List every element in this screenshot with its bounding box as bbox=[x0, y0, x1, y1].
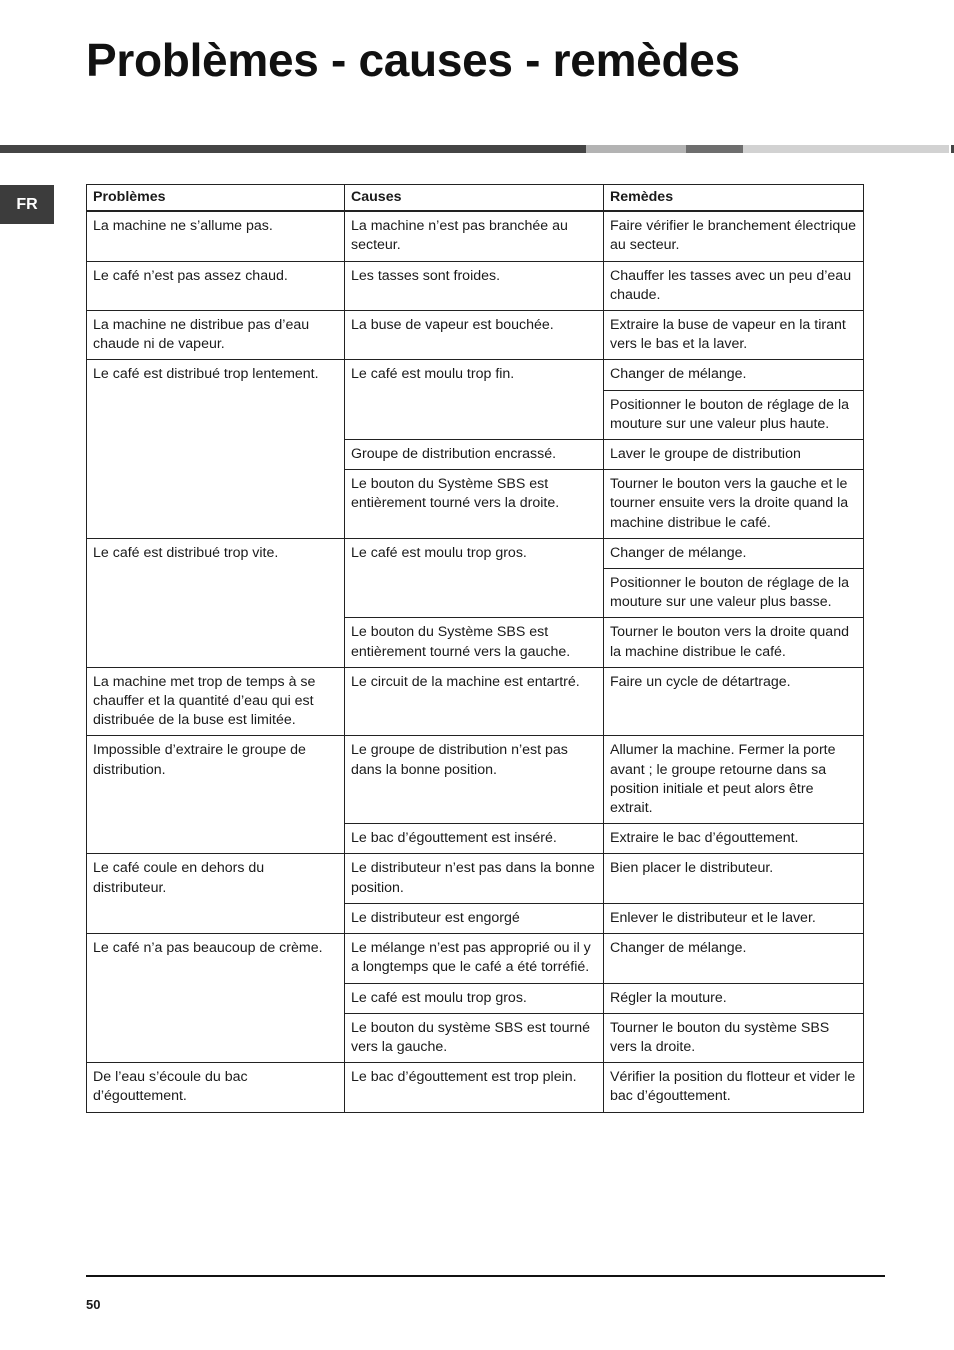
table-row bbox=[87, 311, 864, 360]
remedy-cell: Allumer la machine. Fermer la porte avant ; le groupe retourne dans sa position initiale et peut alors être extrait. bbox=[604, 736, 864, 824]
header-problems: Problèmes bbox=[87, 185, 345, 212]
cause-cell: Le bouton du Système SBS est entièrement tourné vers la gauche. bbox=[345, 618, 604, 667]
troubleshooting-table bbox=[86, 184, 864, 1113]
remedy-cell: Changer de mélange. bbox=[604, 360, 864, 390]
remedy-cell: Tourner le bouton vers la droite quand la machine distribue le café. bbox=[604, 618, 864, 667]
cause-cell: Le mélange n’est pas approprié ou il y a longtemps que le café a été torréfié. bbox=[345, 934, 604, 983]
header-remedies: Remèdes bbox=[604, 185, 864, 212]
remedy-cell: Vérifier la position du flotteur et vider le bac d’égouttement. bbox=[604, 1063, 864, 1112]
remedy-cell: Positionner le bouton de réglage de la mouture sur une valeur plus haute. bbox=[604, 390, 864, 439]
table-row bbox=[87, 667, 864, 736]
header-causes: Causes bbox=[345, 185, 604, 212]
problem-cell: De l’eau s’écoule du bac d’égouttement. bbox=[87, 1063, 345, 1112]
problem-cell: Impossible d’extraire le groupe de distribution. bbox=[87, 736, 345, 854]
cause-cell: Le distributeur est engorgé bbox=[345, 903, 604, 933]
problem-cell: La machine ne s’allume pas. bbox=[87, 211, 345, 261]
cause-cell: Les tasses sont froides. bbox=[345, 261, 604, 310]
footer-rule bbox=[86, 1275, 885, 1277]
cause-cell: Le circuit de la machine est entartré. bbox=[345, 667, 604, 736]
remedy-cell: Tourner le bouton du système SBS vers la droite. bbox=[604, 1013, 864, 1062]
remedy-cell: Faire un cycle de détartrage. bbox=[604, 667, 864, 736]
remedy-cell: Régler la mouture. bbox=[604, 983, 864, 1013]
cause-cell: Le bac d’égouttement est trop plein. bbox=[345, 1063, 604, 1112]
remedy-cell: Faire vérifier le branchement électrique au secteur. bbox=[604, 211, 864, 261]
cause-cell: La buse de vapeur est bouchée. bbox=[345, 311, 604, 360]
table-row bbox=[87, 854, 864, 903]
problem-cell: Le café est distribué trop lentement. bbox=[87, 360, 345, 538]
table-header-row bbox=[87, 185, 864, 212]
cause-cell: Le café est moulu trop gros. bbox=[345, 983, 604, 1013]
remedy-cell: Enlever le distributeur et le laver. bbox=[604, 903, 864, 933]
header-stripe-light bbox=[586, 145, 686, 153]
cause-cell: Le bac d’égouttement est inséré. bbox=[345, 824, 604, 854]
remedy-cell: Tourner le bouton vers la gauche et le tourner ensuite vers la droite quand la machine distribue le café. bbox=[604, 470, 864, 539]
cause-cell: Le distributeur n’est pas dans la bonne position. bbox=[345, 854, 604, 903]
table-row bbox=[87, 934, 864, 983]
remedy-cell: Bien placer le distributeur. bbox=[604, 854, 864, 903]
problem-cell: La machine ne distribue pas d’eau chaude ni de vapeur. bbox=[87, 311, 345, 360]
remedy-cell: Changer de mélange. bbox=[604, 538, 864, 568]
cause-cell: Le groupe de distribution n’est pas dans la bonne position. bbox=[345, 736, 604, 824]
cause-cell: Le bouton du système SBS est tourné vers la gauche. bbox=[345, 1013, 604, 1062]
header-stripe-pale bbox=[743, 145, 949, 153]
cause-cell: Le café est moulu trop fin. bbox=[345, 360, 604, 440]
remedy-cell: Laver le groupe de distribution bbox=[604, 440, 864, 470]
remedy-cell: Extraire le bac d’égouttement. bbox=[604, 824, 864, 854]
table-row bbox=[87, 538, 864, 568]
cause-cell: Groupe de distribution encrassé. bbox=[345, 440, 604, 470]
table-row bbox=[87, 1063, 864, 1112]
remedy-cell: Positionner le bouton de réglage de la mouture sur une valeur plus basse. bbox=[604, 569, 864, 618]
remedy-cell: Changer de mélange. bbox=[604, 934, 864, 983]
table-row bbox=[87, 211, 864, 261]
table-row bbox=[87, 360, 864, 390]
cause-cell: Le bouton du Système SBS est entièrement tourné vers la droite. bbox=[345, 470, 604, 539]
header-stripe-mid bbox=[686, 145, 743, 153]
problem-cell: Le café n’a pas beaucoup de crème. bbox=[87, 934, 345, 1063]
table-row bbox=[87, 736, 864, 824]
problem-cell: Le café est distribué trop vite. bbox=[87, 538, 345, 667]
remedy-cell: Chauffer les tasses avec un peu d’eau chaude. bbox=[604, 261, 864, 310]
table-row bbox=[87, 261, 864, 310]
problem-cell: La machine met trop de temps à se chauffer et la quantité d’eau qui est distribuée de la buse est limitée. bbox=[87, 667, 345, 736]
page-number: 50 bbox=[86, 1297, 101, 1312]
cause-cell: La machine n’est pas branchée au secteur. bbox=[345, 211, 604, 261]
problem-cell: Le café coule en dehors du distributeur. bbox=[87, 854, 345, 934]
page-title: Problèmes - causes - remèdes bbox=[86, 34, 740, 86]
header-stripe-dark bbox=[0, 145, 586, 153]
remedy-cell: Extraire la buse de vapeur en la tirant vers le bas et la laver. bbox=[604, 311, 864, 360]
cause-cell: Le café est moulu trop gros. bbox=[345, 538, 604, 618]
problem-cell: Le café n’est pas assez chaud. bbox=[87, 261, 345, 310]
language-tab: FR bbox=[0, 185, 54, 224]
